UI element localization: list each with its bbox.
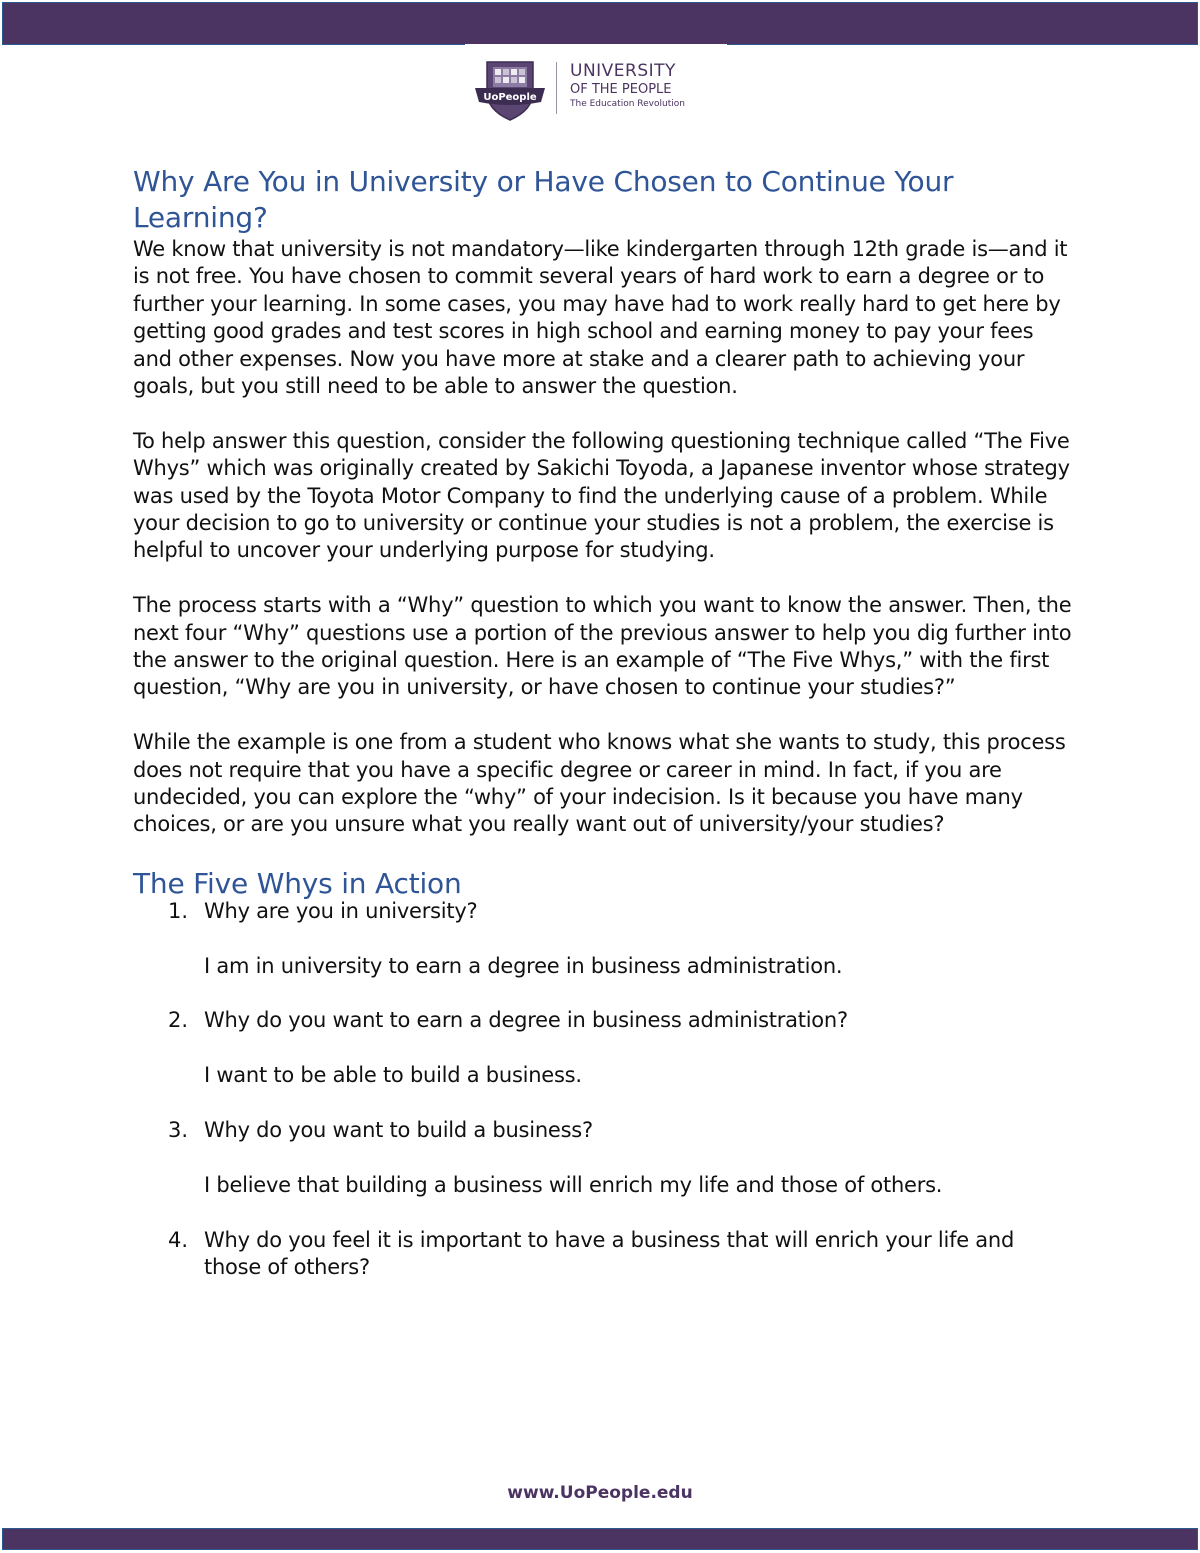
footer-website-link[interactable]: www.UoPeople.edu — [507, 1483, 693, 1503]
page-title: Why Are You in University or Have Chosen to Continue Your Learning? — [133, 165, 954, 234]
university-logo — [465, 44, 727, 132]
section-title: The Five Whys in Action — [133, 866, 462, 900]
list-item-number: 4. — [168, 1227, 189, 1252]
paragraph-4: While the example is one from a student who knows what she wants to study, this process does not require that you have a specific degree or career in mind. In fact, if you are undecided, you can explore the “why” of your indecision. Is it because you have many choices, or are you unsure what you really want out of university/your studies? — [133, 730, 1066, 837]
footer-band — [2, 1528, 1198, 1550]
list-item-number: 3. — [168, 1118, 189, 1143]
logo-line-university: UNIVERSITY — [570, 61, 676, 81]
document-body — [133, 164, 1073, 1309]
five-whys-list — [133, 898, 1073, 1282]
list-item — [133, 1117, 1073, 1199]
list-item-number: 2. — [168, 1008, 189, 1033]
paragraph-2: To help answer this question, consider the following questioning technique called “The Five Whys” which was originally created by Sakichi Toyoda, a Japanese inventor whose strategy was used by the Toyota Motor Company to find the underlying cause of a problem. While your decision to go to university or continue your studies is not a problem, the exercise is helpful to uncover your underlying purpose for studying. — [133, 428, 1070, 563]
paragraph-1: We know that university is not mandatory—like kindergarten through 12th grade is—and it is not free. You have chosen to commit several years of hard work to earn a degree or to further your learning. In some cases, you may have had to work really hard to get here by getting good grades and test scores in high school and earning money to pay your fees and other expenses. Now you have more at stake and a clearer path to achieving your goals, but you still need to be able to answer the question. — [133, 237, 1068, 399]
crest-badge-text: UoPeople — [483, 92, 537, 103]
list-item — [133, 1007, 1073, 1089]
why-question: Why do you feel it is important to have a business that will enrich your life and those of others? — [204, 1227, 1015, 1280]
logo-wordmark — [570, 62, 730, 111]
logo-tagline: The Education Revolution — [570, 99, 685, 109]
why-question: Why do you want to build a business? — [204, 1118, 593, 1143]
list-item — [133, 898, 1073, 980]
logo-line-of-the-people: OF THE PEOPLE — [570, 82, 672, 97]
paragraph-3: The process starts with a “Why” question to which you want to know the answer. Then, the next four “Why” questions use a portion of the previous answer to help you dig further into the answer to the original question. Here is an example of “The Five Whys,” with the first question, “Why are you in university, or have chosen to continue your studies?” — [133, 593, 1072, 700]
why-answer: I believe that building a business will enrich my life and those of others. — [204, 1172, 943, 1197]
header-band — [2, 2, 1198, 45]
why-answer: I am in university to earn a degree in business administration. — [204, 953, 843, 978]
logo-divider — [556, 62, 557, 114]
why-answer: I want to be able to build a business. — [204, 1063, 582, 1088]
why-question: Why do you want to earn a degree in business administration? — [204, 1008, 848, 1033]
list-item — [133, 1227, 1073, 1282]
uopeople-crest-icon — [473, 58, 547, 122]
list-item-number: 1. — [168, 898, 189, 923]
why-question: Why are you in university? — [204, 898, 478, 923]
